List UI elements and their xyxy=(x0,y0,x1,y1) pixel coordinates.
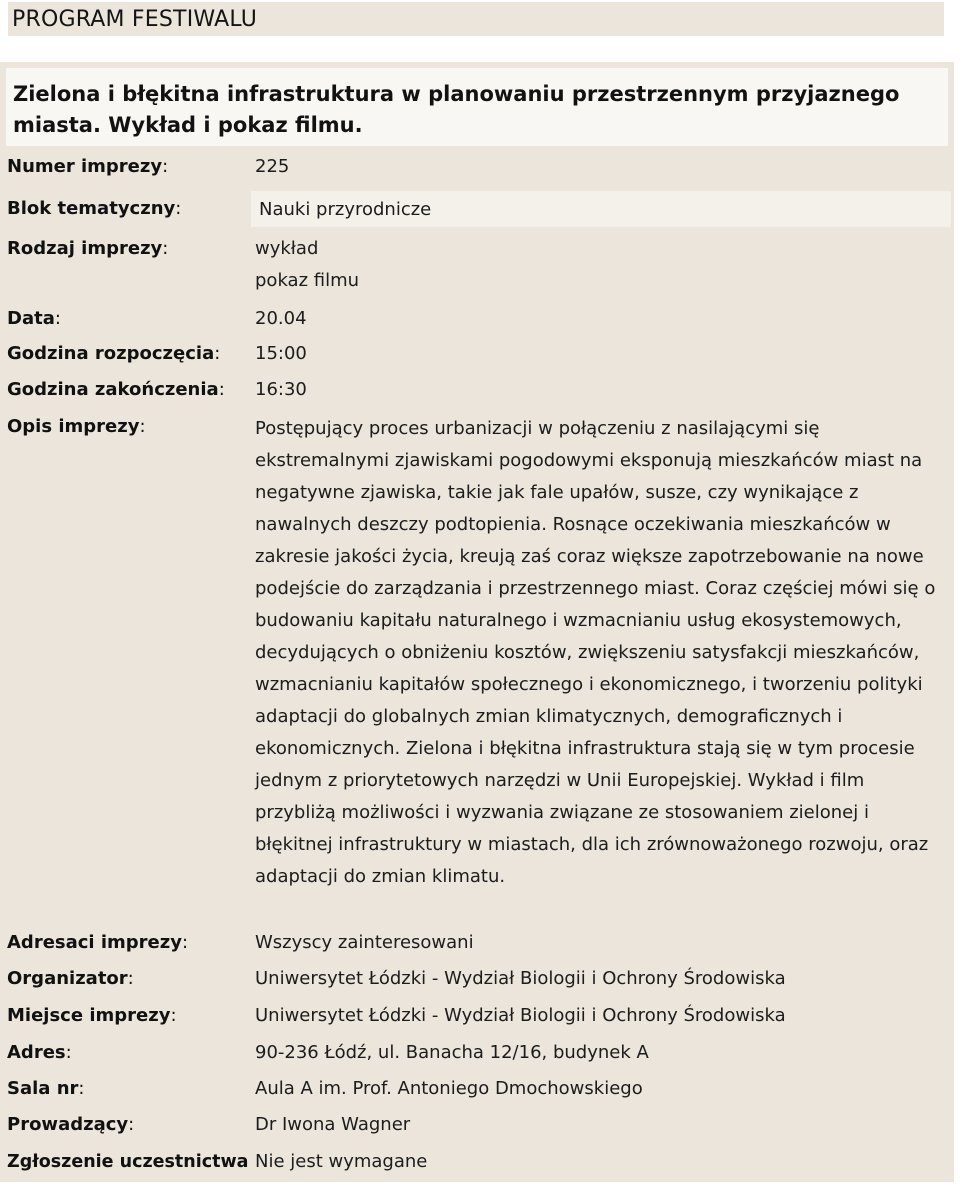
label-audience: Adresaci imprezy: xyxy=(7,932,189,953)
label-start-time: Godzina rozpoczęcia: xyxy=(7,343,221,364)
label-end-time: Godzina zakończenia: xyxy=(7,379,225,400)
label-thematic-block: Blok tematyczny: xyxy=(7,198,182,219)
page-title: PROGRAM FESTIWALU xyxy=(12,7,258,32)
value-registration: Nie jest wymagane xyxy=(255,1151,428,1172)
value-date: 20.04 xyxy=(255,308,307,329)
label-registration: Zgłoszenie uczestnictwa xyxy=(7,1152,249,1172)
value-venue: Uniwersytet Łódzki - Wydział Biologii i Ochrony Środowiska xyxy=(255,1005,786,1026)
value-event-number: 225 xyxy=(255,156,290,177)
event-panel xyxy=(0,62,954,1182)
value-thematic-block: Nauki przyrodnicze xyxy=(251,191,951,227)
label-room: Sala nr: xyxy=(7,1078,85,1099)
label-description: Opis imprezy: xyxy=(7,416,146,437)
value-end-time: 16:30 xyxy=(255,379,307,400)
label-event-type: Rodzaj imprezy: xyxy=(7,238,169,259)
label-address: Adres: xyxy=(7,1042,72,1063)
value-event-type-line-2: pokaz filmu xyxy=(255,270,360,291)
label-date: Data: xyxy=(7,308,61,329)
value-address: 90-236 Łódź, ul. Banacha 12/16, budynek A xyxy=(255,1042,649,1063)
label-venue: Miejsce imprezy: xyxy=(7,1005,177,1026)
event-title: Zielona i błękitna infrastruktura w planowaniu przestrzennym przyjaznego miasta. Wykład i pokaz filmu. xyxy=(6,68,948,146)
value-room: Aula A im. Prof. Antoniego Dmochowskiego xyxy=(255,1078,643,1099)
page-header xyxy=(8,2,944,36)
value-host: Dr Iwona Wagner xyxy=(255,1114,411,1135)
value-start-time: 15:00 xyxy=(255,343,307,364)
label-organizer: Organizator: xyxy=(7,968,134,989)
value-audience: Wszyscy zainteresowani xyxy=(255,932,474,953)
label-host: Prowadzący: xyxy=(7,1114,135,1135)
value-description: Postępujący proces urbanizacji w połączeniu z nasilającymi się ekstremalnymi zjawiskami pogodowymi eksponują mieszkańców miast na negatywne zjawiska, takie jak fale upałów, susze, czy wynikające z nawalnych deszczy podtopienia. Rosnące oczekiwania mieszkańców w zakresie jakości życia, kreują zaś coraz większe zapotrzebowanie na nowe podejście do zarządzania i przestrzennego miast. Coraz częściej mówi się o budowaniu kapitału naturalnego i wzmacnianiu usług ekosystemowych, decydujących o obniżeniu kosztów, zwiększeniu satysfakcji mieszkańców, wzmacnianiu kapitałów społecznego i ekonomicznego, i tworzeniu polityki adaptacji do globalnych zmian klimatycznych, demograficznych i ekonomicznych. Zielona i błękitna infrastruktura stają się w tym procesie jednym z priorytetowych narzędzi w Unii Europejskiej. Wykład i film przybliżą możliwości i wyzwania związane ze stosowaniem zielonej i błękitnej infrastruktury w miastach, dla ich zrównoważonego rozwoju, oraz adaptacji do zmian klimatu. xyxy=(255,418,936,887)
label-event-number: Numer imprezy: xyxy=(7,156,169,177)
value-organizer: Uniwersytet Łódzki - Wydział Biologii i Ochrony Środowiska xyxy=(255,968,786,989)
value-event-type-line-1: wykład xyxy=(255,238,319,259)
